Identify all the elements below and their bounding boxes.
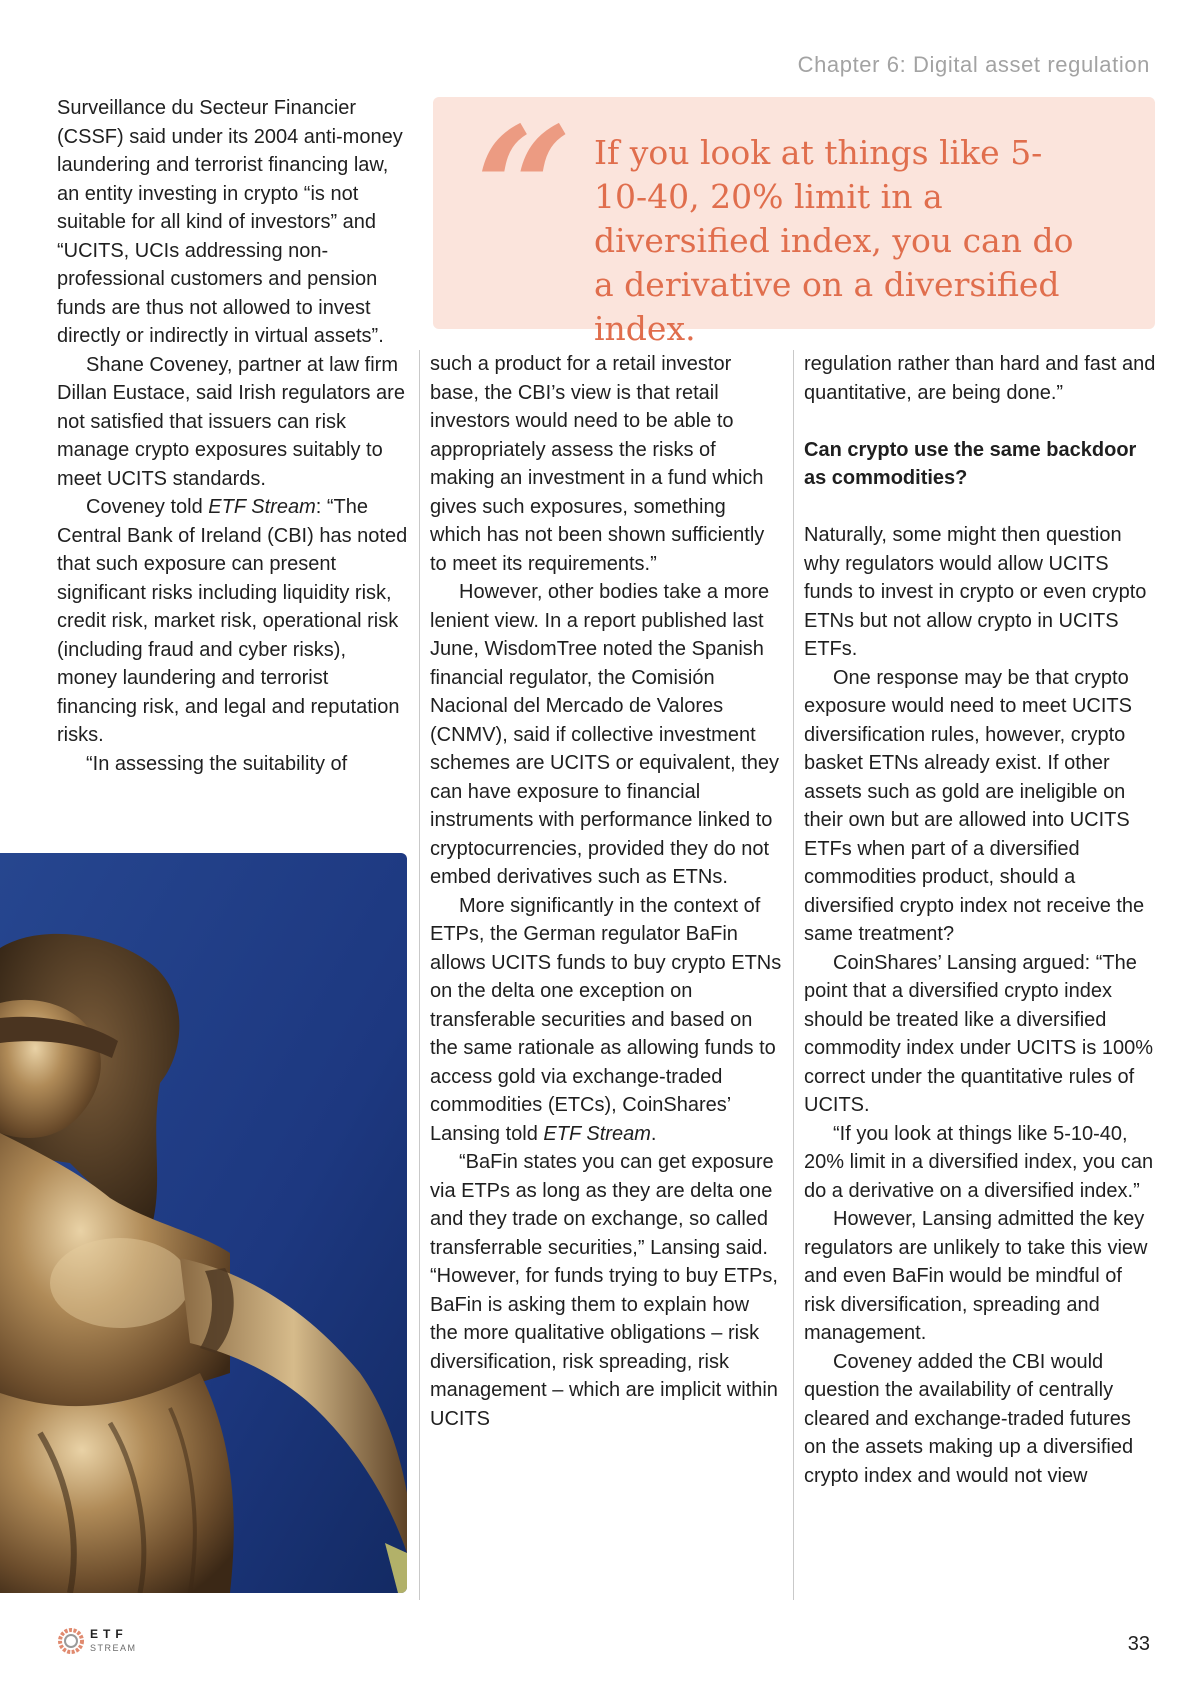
paragraph (57, 493, 409, 750)
logo-ring-icon (56, 1626, 86, 1656)
paragraph: Naturally, some might then question why regulators would allow UCITS funds to invest in crypto or even crypto ETNs but not allow crypto in UCITS ETFs. (804, 524, 1147, 660)
publication-name: ETF Stream (208, 496, 316, 518)
text-run: : “The Central Bank of Ireland (CBI) has noted that such exposure can present significant risks including liquidity risk, credit risk, market risk, operational risk (including fraud and cyber risks), money laundering and terrorist financing risk, and legal and reputation risks. (57, 496, 408, 746)
etf-stream-logo (56, 1624, 146, 1660)
paragraph: such a product for a retail investor base, the CBI’s view is that retail investors would need to be able to appropriately assess the risks of making an investment in a fund which gives such exposures, something which has not been shown sufficiently to meet its requirements.” (430, 353, 765, 575)
text-run: More significantly in the context of ETPs, the German regulator BaFin allows UCITS funds to buy crypto ETNs on the delta one exception on transferable securities and based on the same rationale as allowing funds to access gold via exchange-traded commodities (ETCs), CoinShares’ Lansing told (430, 894, 782, 1145)
paragraph (430, 892, 782, 1149)
subheading: Can crypto use the same backdoor as commodities? (804, 438, 1137, 489)
text-run: Coveney told (86, 496, 209, 518)
publication-name: ETF Stream (543, 1122, 651, 1145)
text-run: . (650, 1122, 657, 1145)
page-number: 33 (1127, 1633, 1150, 1655)
paragraph: “BaFin states you can get exposure via ETPs as long as they are delta one and they trade on exchange, so called transferrable securities,” Lansing said. “However, for funds trying to buy ETPs, BaFin is asking them to explain how the more qualitative obligations – risk diversification, risk spreading, risk management – which are implicit within UCITS (430, 1151, 778, 1430)
paragraph: Shane Coveney, partner at law firm Dillan Eustace, said Irish regulators are not satisfied that issuers can risk manage crypto exposures suitably to meet UCITS standards. (57, 353, 405, 490)
paragraph: However, other bodies take a more lenient view. In a report published last June, WisdomTree noted the Spanish financial regulator, the Comisión Nacional del Mercado de Valores (CNMV), said if collective investment schemes are UCITS or equivalent, they can have exposure to financial instruments with performance linked to cryptocurrencies, provided they do not embed derivatives such as ETNs. (430, 581, 780, 888)
lady-justice-photo (0, 853, 407, 1593)
paragraph: Surveillance du Secteur Financier (CSSF) said under its 2004 anti-money laundering and terrorist financing law, an entity investing in crypto “is not suitable for all kind of investors” and “UCITS, UCIs addressing non-professional customers and pension funds are thus not allowed to invest directly or indirectly in virtual assets”. (57, 97, 403, 347)
paragraph: CoinShares’ Lansing argued: “The point that a diversified crypto index should be treated like a diversified commodity index under UCITS is 100% correct under the quantitative rules of UCITS. (804, 951, 1154, 1116)
article-column-1 (57, 94, 409, 778)
paragraph: One response may be that crypto exposure would need to meet UCITS diversification rules, however, crypto basket ETNs already exist. If other assets such as gold are ineligible on their own but are allowed into UCITS ETFs when part of a diversified commodities product, should a diversified crypto index not receive the same treatment? (804, 666, 1145, 945)
quote-mark-icon: “ (475, 90, 573, 290)
paragraph: “If you look at things like 5-10-40, 20% limit in a diversified index, you can do a derivative on a diversified index.” (804, 1122, 1154, 1202)
spacer (804, 407, 1156, 436)
article-column-3 (804, 350, 1156, 1490)
lady-justice-illustration (0, 853, 407, 1593)
spacer (804, 493, 1156, 522)
pull-quote (433, 90, 1155, 348)
column-divider (793, 350, 794, 1600)
article-column-2 (430, 350, 782, 1433)
chapter-header: Chapter 6: Digital asset regulation (797, 52, 1150, 77)
logo-wordmark: ETF (90, 1627, 128, 1641)
paragraph: Coveney added the CBI would question the availability of centrally cleared and exchange-traded futures on the assets making up a diversified crypto index and would not view (804, 1350, 1134, 1487)
column-divider (419, 350, 420, 1600)
logo-subtext: STREAM (90, 1643, 137, 1653)
pull-quote-text: If you look at things like 5-10-40, 20% limit in a diversified index, you can do a derivative on a diversified index. (594, 133, 1074, 348)
paragraph: “In assessing the suitability of (86, 752, 348, 775)
paragraph: regulation rather than hard and fast and quantitative, are being done.” (804, 353, 1156, 404)
paragraph: However, Lansing admitted the key regulators are unlikely to take this view and even BaFin would be mindful of risk diversification, spreading and management. (804, 1208, 1148, 1344)
